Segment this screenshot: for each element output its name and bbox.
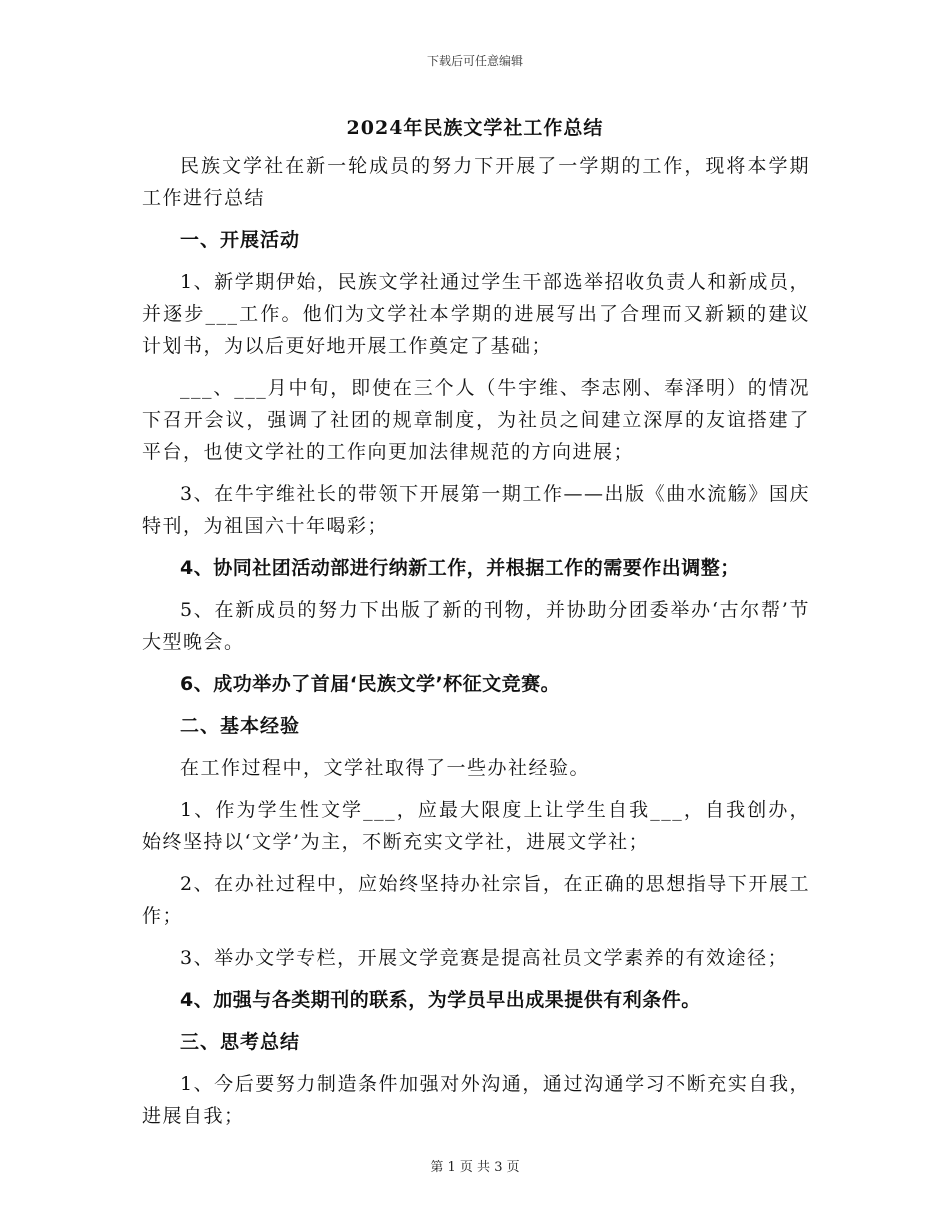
body-paragraph: 3、在牛宇维社长的带领下开展第一期工作——出版《曲水流觞》国庆特刊，为祖国六十年喝彩；	[142, 483, 810, 537]
body-paragraph: 5、在新成员的努力下出版了新的刊物，并协助分团委举办‘古尔帮’节大型晚会。	[142, 599, 810, 653]
body-paragraph: 1、今后要努力制造条件加强对外沟通，通过沟通学习不断充实自我，进展自我；	[142, 1073, 810, 1127]
body-paragraph: 1、作为学生性文学___，应最大限度上让学生自我___，自我创办，始终坚持以‘文学’为主，不断充实文学社，进展文学社；	[142, 799, 810, 853]
section-heading: 三、思考总结	[180, 1031, 301, 1053]
body-paragraph: 在工作过程中，文学社取得了一些办社经验。	[180, 757, 591, 779]
intro-paragraph: 民族文学社在新一轮成员的努力下开展了一学期的工作，现将本学期工作进行总结	[142, 155, 810, 209]
header-note: 下载后可任意编辑	[426, 54, 523, 68]
document-title: 2024年民族文学社工作总结	[346, 117, 604, 139]
document-body	[142, 150, 810, 1142]
body-paragraph: 2、在办社过程中，应始终坚持办社宗旨，在正确的思想指导下开展工作；	[142, 873, 810, 927]
body-paragraph: 1、新学期伊始，民族文学社通过学生干部选举招收负责人和新成员，并逐步___工作。他们为文学社本学期的进展写出了合理而又新颖的建议计划书，为以后更好地开展工作奠定了基础；	[142, 271, 810, 357]
bold-paragraph: 4、协同社团活动部进行纳新工作，并根据工作的需要作出调整；	[180, 557, 740, 579]
bold-paragraph: 6、成功举办了首届‘民族文学’杯征文竞赛。	[180, 673, 561, 695]
bold-paragraph: 4、加强与各类期刊的联系，为学员早出成果提供有利条件。	[180, 989, 701, 1011]
body-paragraph: 3、举办文学专栏，开展文学竞赛是提高社员文学素养的有效途径；	[180, 947, 789, 969]
page-indicator: 第 1 页 共 3 页	[430, 1160, 520, 1175]
section-heading: 二、基本经验	[180, 715, 301, 737]
body-paragraph: ___、___月中旬，即使在三个人（牛宇维、李志刚、奉泽明）的情况下召开会议，强调了社团的规章制度，为社员之间建立深厚的友谊搭建了平台，也使文学社的工作向更加法律规范的方向进展；	[142, 377, 810, 463]
section-heading: 一、开展活动	[180, 229, 301, 251]
